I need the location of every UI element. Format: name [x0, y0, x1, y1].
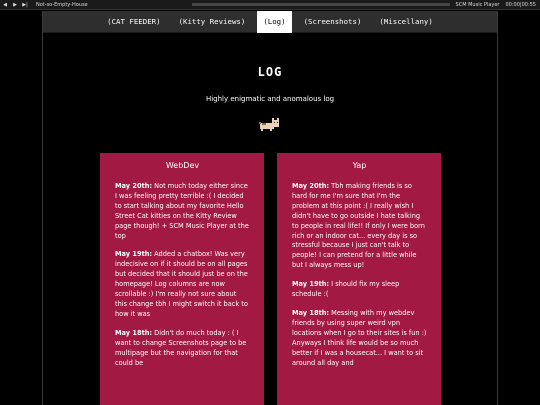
entry-text: Added a chatbox! Was very indecisive on if it should be on all pages but decided that it should just be on the homepage! Log columns are now scrollable :) I'm really not sure about this change tbh I might switch it back to how it was [115, 250, 248, 318]
webdev-column[interactable] [100, 153, 264, 405]
page-subtitle: Highly enigmatic and anomalous log [205, 95, 335, 103]
track-progress-bar[interactable] [192, 3, 450, 6]
entry-date: May 20th: [292, 182, 330, 190]
entry-date: May 18th: [292, 308, 330, 317]
next-track-icon[interactable]: ▶| [22, 1, 28, 8]
play-icon[interactable]: ▶ [13, 1, 17, 8]
previous-track-icon[interactable]: ◀ [3, 1, 7, 8]
entry-text: Didn't do much today : ( I want to change Screenshots page to be multipage but the navigation for that could be [115, 328, 247, 367]
log-entry [292, 309, 427, 368]
log-entry [115, 250, 250, 319]
nav-tab-cat-feeder[interactable]: (CAT FEEDER) [107, 17, 161, 26]
nav-tab-kitty-reviews[interactable]: (Kitty Reviews) [178, 17, 246, 26]
entry-text: Messing with my webdev friends by using super weird vpn locations when I go to their sites is fun :) Anyways I think life would be so much better if I was a housecat... I want to sit around all day and [292, 308, 427, 367]
entry-date: May 18th: [115, 328, 153, 337]
entry-date: May 19th: [292, 280, 330, 289]
main-nav [43, 11, 497, 33]
entry-date: May 19th: [115, 250, 153, 259]
music-player-bar [0, 0, 540, 10]
player-name: SCM Music Player [455, 1, 500, 8]
yap-column[interactable] [277, 153, 441, 405]
log-entry [115, 182, 250, 241]
entry-date: May 20th: [115, 182, 153, 190]
log-entry [115, 329, 250, 369]
entry-text: Tbh making friends is so hard for me I'm sure that I'm the problem at this point :( I really wish I didn't have to go outside I hate talking to people in real life!! If only I were born rich or an indoor cat... every day is so stressful because I just can't talk to people! I can pretend for a little while but I always mess up! [292, 182, 425, 270]
entry-text: Not much today either since I was feeling pretty terrible :( I decided to start talking about my favorite Hello Street Cat kitties on the Kitty Review page though! + SCM Music Player at the top [115, 182, 249, 240]
track-time: 00:00|00:55 [505, 1, 536, 8]
track-title: Not-so-Empty-House [36, 1, 88, 8]
log-entry [292, 280, 427, 300]
page-title: LOG [257, 65, 283, 79]
nav-tab-screenshots[interactable]: (Screenshots) [303, 17, 362, 26]
column-heading: Yap [352, 161, 367, 170]
log-entry [292, 182, 427, 271]
site-container [42, 11, 498, 405]
column-heading: WebDev [165, 161, 200, 170]
nav-tab-log[interactable]: (Log) [257, 11, 291, 33]
entry-text: I should fix my sleep schedule :( [292, 280, 400, 299]
log-columns [100, 153, 441, 405]
page-header [43, 65, 497, 131]
nav-tab-miscellany[interactable]: (Miscellany) [379, 17, 433, 26]
cat-icon [259, 117, 281, 131]
